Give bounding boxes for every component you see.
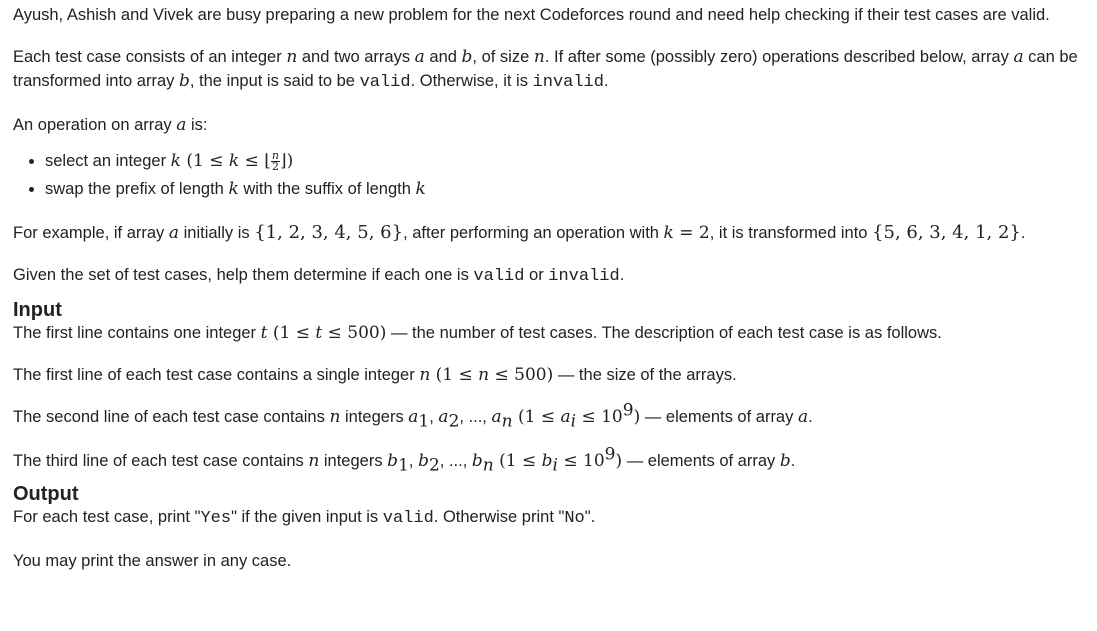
invalid-code: invalid [532, 73, 604, 92]
output-heading: Output [13, 483, 79, 505]
output-line-2: You may print the answer in any case. [13, 552, 292, 570]
example-paragraph: For example, if array a initially is {1, 2, 3, 4, 5, 6}, after performing an operation with k = 2, it is transformed into {5, 6, 3, 4, 1, 2}. [13, 222, 1026, 243]
list-item: • select an integer k (1 ≤ k ≤ ⌊ $\frac{n}{2}$ ⌋) [45, 147, 1091, 175]
task-paragraph: Given the set of test cases, help them determine if each one is valid or invalid. [13, 266, 625, 286]
input-line-1: The first line contains one integer t (1 ≤ t ≤ 500) — the number of test cases. The description of each test case is as follows. [13, 323, 942, 343]
input-line-4: The third line of each test case contains n integers $b_1$, $b_2$, ..., $b_n$ $(1 \le b_i \le 10^9)$ — elements of array b. [13, 444, 796, 476]
valid-code: valid [359, 73, 411, 92]
fraction: $\frac{n}{2}$ [271, 149, 279, 174]
yes-code: Yes [200, 509, 232, 528]
intro-paragraph: Ayush, Ashish and Vivek are busy preparing a new problem for the next Codeforces round and need help checking if their test cases are valid. [13, 6, 1050, 24]
operation-list [13, 147, 1091, 203]
no-code: No [564, 509, 585, 528]
output-line-1: For each test case, print "Yes" if the given input is valid. Otherwise print "No". [13, 508, 596, 528]
input-line-3: The second line of each test case contains n integers $a_1$, $a_2$, ..., $a_n$ $(1 \le a_i \le 10^9)$ — elements of array a. [13, 400, 813, 432]
operation-intro: An operation on array a is: [13, 115, 208, 135]
problem-statement [13, 3, 1091, 591]
input-line-2: The first line of each test case contains a single integer n (1 ≤ n ≤ 500) — the size of the arrays. [13, 365, 737, 385]
list-item: • swap the prefix of length k with the suffix of length k [45, 175, 1091, 203]
arrays-paragraph: Each test case consists of an integer n and two arrays a and b, of size n. If after some (possibly zero) operations described below, array a can be transformed into array b, the input is said to be valid. Otherwise, it is invalid. [13, 47, 1078, 92]
input-heading: Input [13, 299, 62, 321]
